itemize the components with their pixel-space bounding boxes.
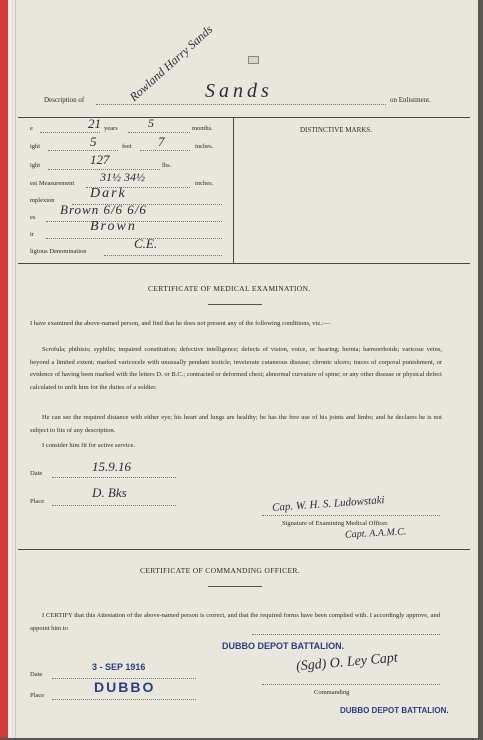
medical-para-conditions: Scrofula; phthisis; syphilis; impaired constitution; defective intelligence; defects of vision, voice, or hearing; hernia; hæmorrhoids; varicose veins, beyond a limited extent; marked varicocele with unusually pendant testicle; inveterate cutaneous disease; chronic ulcers; traces of corporal punishment, or evidence of having been marked with the letters D. or B.C.; contracted or deformed chest; abnormal curvature of spine; or any other disease or physical defect calculated to unfit him for the duties of a soldier.: [30, 346, 442, 391]
medical-para-fitness: He can see the required distance with either eye; his heart and lungs are healthy; he has the free use of his joints and limbs; and he declares he is not subject to fits of any description.: [30, 414, 442, 434]
commanding-signature: (Sgd) O. Ley Capt: [295, 650, 399, 675]
commanding-heading-rule: [208, 586, 262, 587]
age-years-label: years: [104, 125, 118, 132]
medical-officer-signature: Cap. W. H. S. Ludowstaki: [271, 494, 385, 514]
page-fold: [8, 0, 11, 738]
eyes-label: es: [30, 214, 36, 221]
height-inches-dots: [140, 150, 190, 151]
medical-para-fit: I consider him fit for active service.: [42, 442, 135, 449]
medical-officer-rank: Capt. A.A.M.C.: [344, 526, 407, 541]
age-label: e: [30, 125, 33, 132]
commanding-place-label: Place: [30, 692, 45, 699]
medical-date-dots: [52, 477, 176, 478]
description-suffix: on Enlistment.: [390, 96, 431, 104]
section-rule: [18, 549, 470, 550]
medical-signature-dots: [262, 515, 440, 516]
commanding-place-dots: [52, 699, 196, 700]
height-feet-label: feet: [122, 143, 132, 150]
medical-para-intro: I have examined the above-named person, and find that he does not present any of the following conditions, viz.:—: [30, 320, 331, 327]
distinctive-marks-heading: DISTINCTIVE MARKS.: [300, 126, 372, 134]
appoint-stamp: DUBBO DEPOT BATTALION.: [222, 641, 345, 651]
description-label: Description of: [44, 96, 85, 104]
commanding-signature-dots: [262, 684, 440, 685]
weight-value: 127: [90, 152, 110, 167]
height-inches-label: inches.: [195, 143, 214, 150]
age-dots: [40, 132, 100, 133]
age-months-label: months.: [192, 125, 213, 132]
height-feet-value: 5: [90, 134, 97, 149]
medical-place-label: Place: [30, 498, 45, 505]
commanding-para: I CERTIFY that this Attestation of the above-named person is correct, and that the required forms have been complied with. I accordingly approve, and appoint him to: [30, 612, 440, 632]
table-divider: [233, 117, 234, 263]
chest-unit: inches.: [195, 180, 214, 187]
height-dots: [48, 150, 118, 151]
height-inches-value: 7: [158, 134, 165, 149]
religion-label: ligious Denomination: [30, 248, 87, 255]
table-top-border: [18, 117, 470, 118]
commanding-date-label: Date: [30, 671, 43, 678]
complexion-value: Dark: [90, 186, 127, 201]
description-dots: [96, 104, 386, 105]
eyes-value: Brown 6/6 6/6: [60, 202, 147, 217]
hair-label: ir: [30, 231, 34, 238]
commanding-unit-stamp: DUBBO DEPOT BATTALION.: [340, 706, 449, 715]
table-bottom-border: [18, 263, 470, 264]
surname-handwriting: Sands: [205, 80, 273, 102]
appoint-dots: [252, 634, 440, 635]
description-name-handwriting: Rowland Harry Sands: [126, 22, 216, 105]
medical-place-dots: [52, 505, 176, 506]
chest-label: est Measurement: [30, 180, 75, 187]
commanding-date-stamp: 3 - SEP 1916: [92, 662, 146, 672]
medical-place-value: D. Bks: [92, 485, 127, 500]
religion-dots: [104, 255, 222, 256]
hair-value: Brown: [90, 219, 137, 234]
medical-date-label: Date: [30, 470, 43, 477]
age-months-value: 5: [148, 116, 154, 130]
commanding-label: Commanding: [314, 689, 350, 696]
medical-date-value: 15.9.16: [92, 459, 131, 474]
commanding-heading: CERTIFICATE OF COMMANDING OFFICER.: [140, 566, 300, 575]
age-months-dots: [128, 132, 190, 133]
binding-tab: [248, 56, 259, 64]
weight-label: ight: [30, 162, 41, 169]
complexion-label: mplexion: [30, 197, 55, 204]
commanding-place-stamp: DUBBO: [94, 679, 156, 695]
weight-unit: lbs.: [162, 162, 172, 169]
age-years-value: 21: [88, 116, 101, 131]
medical-heading-rule: [208, 304, 262, 305]
religion-value: C.E.: [134, 236, 158, 251]
margin-line: [15, 0, 16, 738]
chest-value: 31½ 34½: [100, 170, 145, 184]
medical-heading: CERTIFICATE OF MEDICAL EXAMINATION.: [148, 284, 311, 293]
medical-signature-caption: Signature of Examining Medical Officer.: [282, 520, 389, 527]
height-label: ight: [30, 143, 41, 150]
